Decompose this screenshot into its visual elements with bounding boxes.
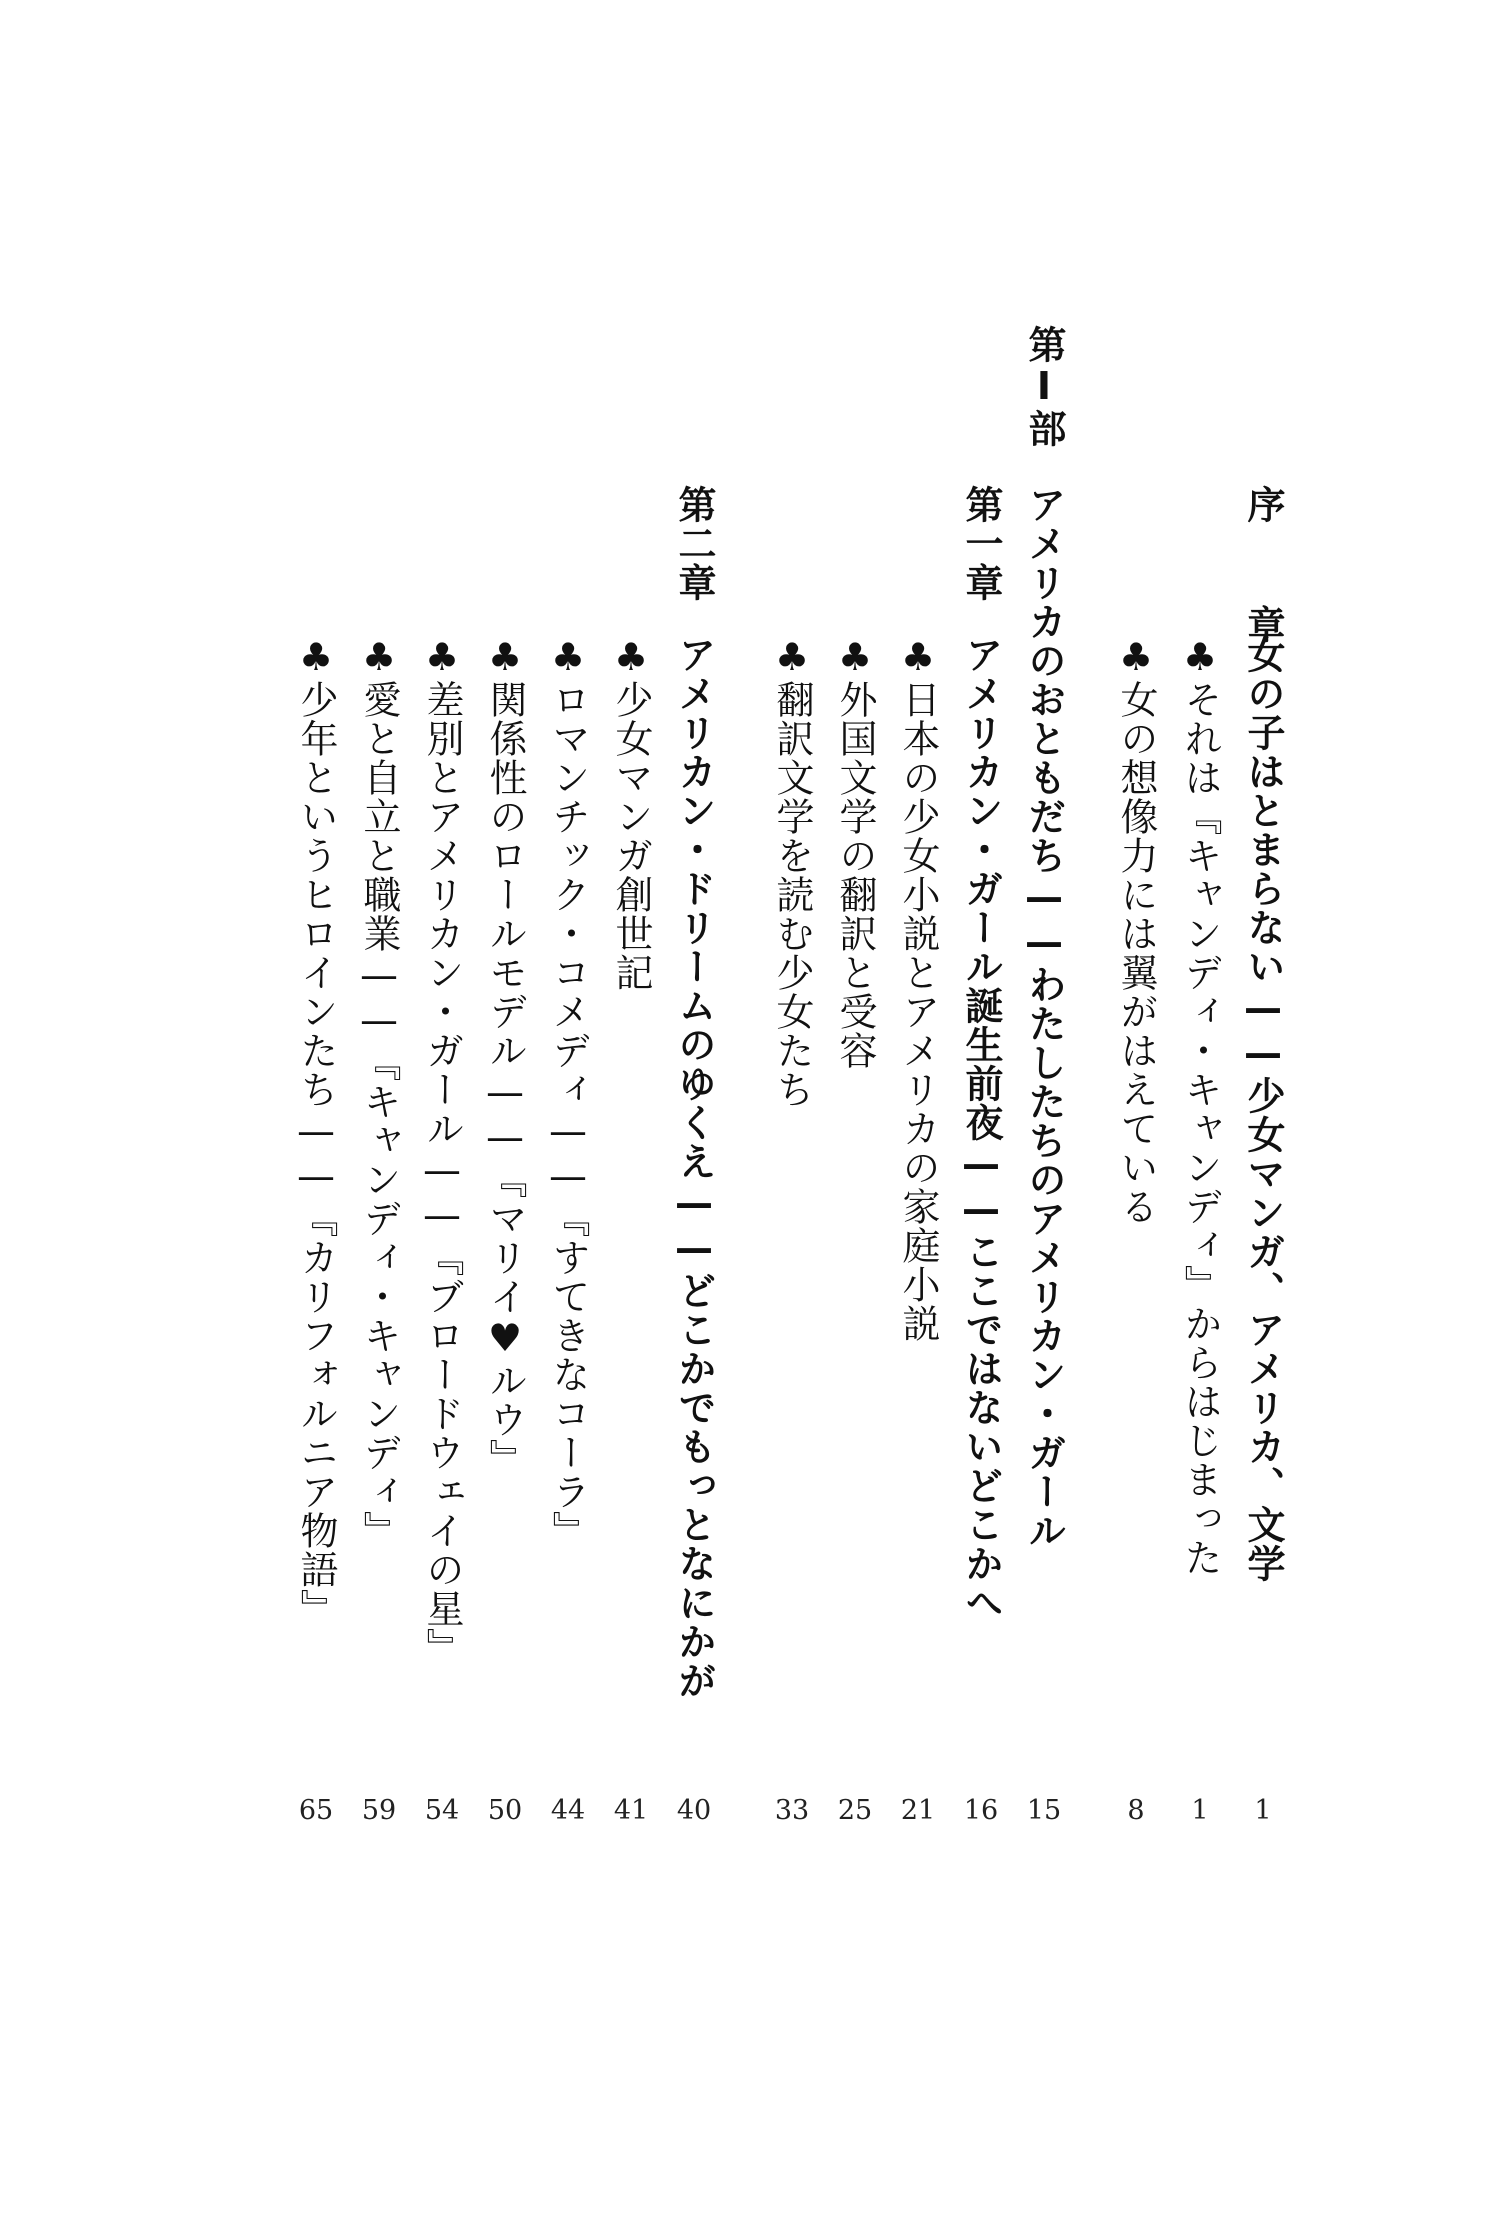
page-number: 59 [361,1795,397,1826]
page-number: 25 [837,1795,873,1826]
toc-entry-part-1-label [1016,325,1072,448]
page-number: 41 [613,1795,649,1826]
page-number: 54 [424,1795,460,1826]
page-number: 33 [774,1795,810,1826]
chapter-label: 序 章 [1241,485,1285,665]
chapter-label: 第一章 [959,485,1003,602]
toc-entry-section [827,635,883,1070]
chapter-title: 女の子はとまらない——少女マンガ、アメリカ、文学 [1241,635,1285,1583]
toc-entry-section [764,635,820,1109]
toc-entry-section [1172,635,1228,1577]
toc-entry-section [890,635,946,1343]
toc-entry-section [351,635,407,1550]
toc-entry-section [1108,635,1164,1226]
toc-entry-chapter-1-label [953,485,1009,602]
toc-entry-section [603,635,659,992]
section-title: ♣ロマンチック・コメディ——『すてきなコーラ』 [546,635,590,1550]
page-number: 1 [1191,1795,1209,1826]
section-title: ♣外国文学の翻訳と受容 [833,635,877,1070]
chapter-title: アメリカン・ガール誕生前夜——ここではないどこかへ [959,635,1003,1622]
part-title: アメリカのおともだち——わたしたちのアメリカン・ガール [1022,485,1066,1550]
page-number: 50 [487,1795,523,1826]
toc-entry-prologue-title [1235,635,1291,1583]
chapter-label: 第二章 [672,485,716,602]
section-title: ♣愛と自立と職業——『キャンディ・キャンディ』 [357,635,401,1550]
toc-entry-chapter-2-label [666,485,722,602]
section-title: ♣それは『キャンディ・キャンディ』からはじまった [1178,635,1222,1577]
page-number: 8 [1127,1795,1145,1826]
toc-entry-chapter-2-title [666,635,722,1700]
page-number: 16 [963,1795,999,1826]
toc-entry-part-1-title [1016,485,1072,1550]
toc-entry-section [414,635,470,1667]
toc-entry-section [477,635,533,1478]
chapter-title: アメリカン・ドリームのゆくえ——どこかでもっとなにかが [672,635,716,1700]
section-title: ♣関係性のロールモデル——『マリイ♥ルウ』 [483,635,527,1478]
page-number: 65 [298,1795,334,1826]
toc-entry-section [288,635,344,1628]
toc-entry-section [540,635,596,1550]
toc-entry-chapter-1-title [953,635,1009,1622]
page-number: 44 [550,1795,586,1826]
section-title: ♣日本の少女小説とアメリカの家庭小説 [896,635,940,1343]
page-number: 21 [900,1795,936,1826]
part-label: 第Ⅰ部 [1022,325,1066,448]
section-title: ♣女の想像力には翼がはえている [1114,635,1158,1226]
section-title: ♣少年というヒロインたち——『カリフォルニア物語』 [294,635,338,1628]
page-number: 40 [676,1795,712,1826]
page-number: 1 [1254,1795,1272,1826]
section-title: ♣少女マンガ創世記 [609,635,653,992]
section-title: ♣翻訳文学を読む少女たち [770,635,814,1109]
section-title: ♣差別とアメリカン・ガール——『ブロードウェイの星』 [420,635,464,1667]
page-number: 15 [1026,1795,1062,1826]
